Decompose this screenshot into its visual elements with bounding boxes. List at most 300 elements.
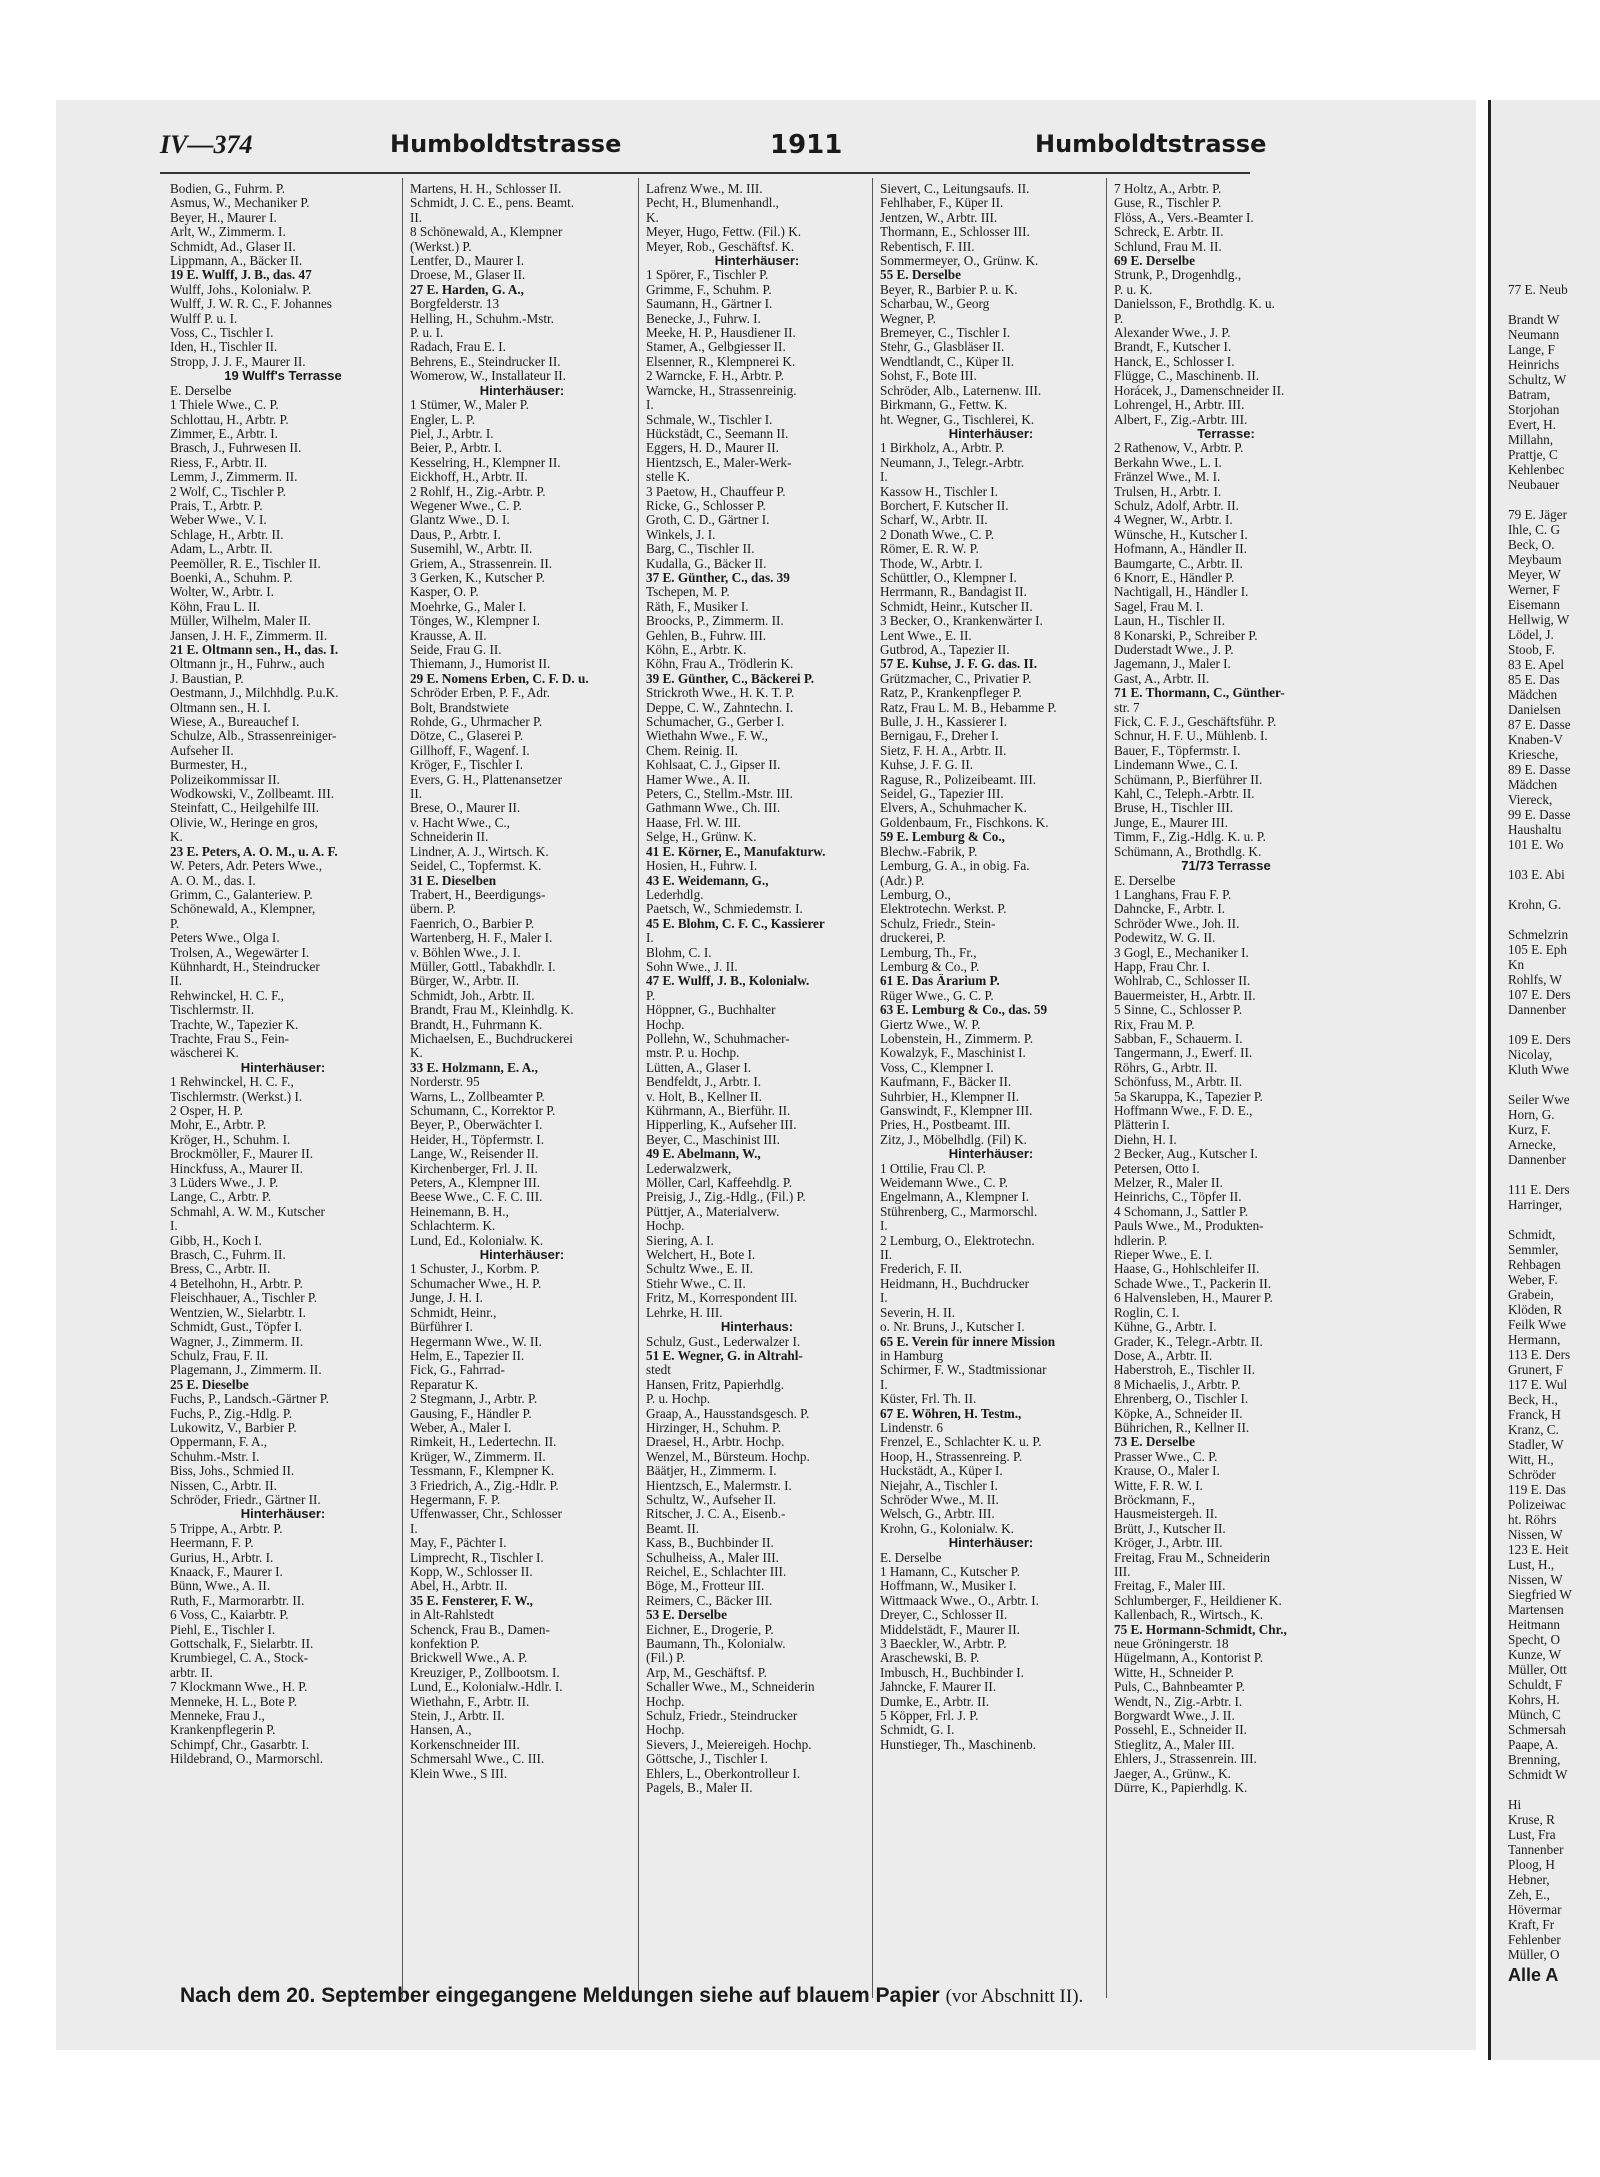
directory-entry: Freitag, Frau M., Schneiderin [1114,1550,1271,1565]
directory-entry: Kaufmann, F., Bäcker II. [880,1075,1012,1090]
directory-entry: Huckstädt, A., Küper I. [880,1464,1003,1479]
directory-entry: Stamer, A., Gelbgiesser II. [646,340,786,355]
directory-entry: 39 E. Günther, C., Bäckerei P. [646,671,815,686]
directory-entry: Possehl, E., Schneider II. [1114,1723,1247,1738]
directory-entry: Grimm, C., Galanteriew. P. [170,887,313,902]
directory-entry: 1 Thiele Wwe., C. P. [170,398,279,413]
directory-entry: Junge, J. H. I. [410,1291,483,1306]
adjacent-page-entry: Kraft, Fr [1508,1917,1555,1932]
directory-entry: Römer, E. R. W. P. [880,542,979,557]
directory-entry: Schüttler, O., Klempner I. [880,570,1017,585]
directory-entry: Stein, J., Arbtr. II. [410,1709,505,1724]
adjacent-page-entry: Specht, O [1508,1632,1561,1647]
directory-entry: 1 Spörer, F., Tischler P. [646,268,769,283]
directory-entry: Kirchenberger, Frl. J. II. [410,1161,538,1176]
directory-entry: Ehlers, L., Oberkontrolleur I. [646,1766,801,1781]
directory-entry: Graap, A., Hausstandsgesch. P. [646,1406,810,1421]
directory-entry: Hinckfuss, A., Maurer II. [170,1161,303,1176]
directory-entry: 2 Rohlf, H., Zig.-Arbtr. P. [410,484,546,499]
directory-entry: 2 Wolf, C., Tischler P. [170,484,286,499]
directory-entry: Ganswindt, F., Klempner III. [880,1104,1033,1118]
adjacent-page-entry: ht. Röhrs [1508,1512,1557,1527]
directory-entry: Gast, A., Arbtr. II. [1114,671,1210,686]
directory-entry: I. [880,1219,888,1234]
directory-entry: Pecht, H., Blumenhandl., [646,196,779,211]
adjacent-page-entry: Schmersah [1508,1722,1566,1737]
directory-entry: 5a Skaruppa, K., Tapezier P. [1114,1089,1263,1104]
adjacent-page-entry: Nicolay, [1508,1047,1553,1062]
directory-entry: Bernigau, F., Dreher I. [880,729,999,744]
directory-entry: Sievers, J., Meiereigeh. Hochp. [646,1737,812,1752]
directory-entry: Bröckmann, F., [1114,1492,1195,1507]
directory-entry: 65 E. Verein für innere Mission [880,1334,1056,1349]
directory-entry: Kröger, F., Tischler I. [410,758,524,773]
directory-entry: Köhn, Frau A., Trödlerin K. [646,657,794,672]
directory-entry: Borgfelderstr. 13 [410,297,500,312]
adjacent-page-entry: 77 E. Neub [1508,282,1568,297]
directory-entry: Sohst, F., Bote III. [880,369,977,384]
adjacent-page-edge [1488,100,1600,2060]
directory-entry: Diehn, H. I. [1114,1132,1177,1147]
directory-entry: P. [1114,311,1124,326]
directory-entry: Wagner, J., Zimmerm. II. [170,1334,304,1349]
directory-entry: 75 E. Hormann-Schmidt, Chr., [1114,1622,1287,1637]
directory-entry: Thiemann, J., Humorist II. [410,657,551,672]
directory-entry: Müller, Wilhelm, Maler II. [170,614,311,629]
directory-entry: 35 E. Fensterer, F. W., [410,1593,533,1608]
directory-entry: Brasch, C., Fuhrm. II. [170,1248,286,1263]
adjacent-page-entry: Grabein, [1508,1287,1554,1302]
directory-entry: Daus, P., Arbtr. I. [410,527,501,542]
directory-entry: Melzer, R., Maler II. [1114,1176,1223,1191]
directory-entry: Kallenbach, R., Wirtsch., K. [1114,1608,1264,1623]
directory-entry: Räth, F., Musiker I. [646,599,749,614]
directory-entry: Engler, L. P. [410,412,476,427]
adjacent-page-entry: Beck, O. [1508,537,1555,552]
directory-entry: Schröder Wwe., Joh. II. [1114,916,1240,931]
adjacent-page-footer: Alle A [1508,1965,1559,1985]
adjacent-page-entry: Werner, F [1508,582,1560,597]
directory-entry: Heider, H., Töpfermstr. I. [410,1132,544,1147]
footer-suffix-text: (vor Abschnitt II). [945,1986,1084,2007]
street-title-left: Humboldtstrasse [390,130,622,158]
directory-entry: Bührichen, R., Kellner II. [1114,1420,1250,1435]
adjacent-page-entry: Dannenber [1508,1152,1566,1167]
adjacent-page-entry: Kriesche, [1508,747,1559,762]
directory-entry: I. [646,398,654,413]
directory-entry: Schlund, Frau M. II. [1114,239,1222,254]
directory-entry: Broocks, P., Zimmerm. II. [646,614,784,629]
adjacent-page-entry: Knaben-V [1508,732,1563,747]
directory-entry: Wodkowski, V., Zollbeamt. III. [170,787,335,802]
directory-entry: 73 E. Derselbe [1114,1435,1195,1450]
adjacent-page-entry: Mädchen [1508,687,1558,702]
directory-entry: 1 Stümer, W., Maler P. [410,398,529,413]
directory-column-5 [1114,182,1338,1796]
directory-entry: Brandt, F., Kutscher I. [1114,340,1232,355]
directory-entry: Behrens, E., Steindrucker II. [410,354,561,369]
adjacent-page-entry: 111 E. Ders [1508,1182,1570,1197]
directory-entry: J. Baustian, P. [170,671,244,686]
directory-entry: E. Derselbe [880,1550,942,1565]
directory-entry: 6 Knorr, E., Händler P. [1114,570,1235,585]
directory-entry: Hinterhäuser: [479,383,565,398]
adjacent-page-entry: 83 E. Apel [1508,657,1565,672]
directory-entry: Bulle, J. H., Kassierer I. [880,715,1008,730]
directory-entry: Piehl, E., Tischler I. [170,1622,276,1637]
directory-entry: 4 Wegner, W., Arbtr. I. [1114,513,1233,528]
directory-entry: Schmidt, Gust., Töpfer I. [170,1320,302,1335]
directory-entry: Uffenwasser, Chr., Schlosser [410,1507,562,1522]
directory-entry: Grimme, F., Schuhm. P. [646,282,772,297]
directory-entry: Prais, T., Arbtr. P. [170,498,263,513]
directory-entry: Ritscher, J. C. A., Eisenb.- [646,1507,786,1522]
directory-entry: 33 E. Holzmann, E. A., [410,1060,538,1075]
directory-entry: Schulz, Frau, F. II. [170,1348,269,1363]
directory-entry: P. u. I. [410,326,444,341]
adjacent-page-entry: Hellwig, W [1508,612,1570,627]
directory-entry: Polizeikommissar II. [170,772,280,787]
directory-entry: 2 Warncke, F. H., Arbtr. P. [646,369,784,384]
directory-entry: Puls, C., Bahnbeamter P. [1114,1680,1245,1695]
directory-column-2 [410,182,634,1781]
directory-entry: Blechw.-Fabrik, P. [880,844,978,859]
adjacent-page-entry: Prattje, C [1508,447,1558,462]
directory-entry: Baumgarte, C., Arbtr. II. [1114,556,1243,571]
directory-entry: Hinterhäuser: [240,1060,326,1075]
directory-entry: Kreuziger, P., Zollbootsm. I. [410,1665,560,1680]
directory-entry: Berkahn Wwe., L. I. [1114,455,1222,470]
directory-entry: Fick, G., Fahrrad- [410,1363,505,1378]
directory-entry: Beese Wwe., C. F. C. III. [410,1190,543,1205]
directory-entry: Peters, C., Stellm.-Mstr. III. [646,787,793,802]
directory-entry: 4 Schomann, J., Sattler P. [1114,1204,1249,1219]
directory-entry: v. Hacht Wwe., C., [410,815,510,830]
adjacent-page-entry: Hebner, [1508,1872,1550,1887]
directory-entry: Wentzien, W., Sielarbtr. I. [170,1305,306,1320]
directory-entry: Kühne, G., Arbtr. I. [1114,1320,1217,1335]
directory-entry: I. [170,1219,178,1234]
directory-entry: Bolt, Brandstwiete [410,700,509,715]
adjacent-page-entry: Horn, G. [1508,1107,1555,1122]
directory-entry: Schulz, Friedr., Steindrucker [646,1709,798,1724]
directory-entry: Voss, C., Tischler I. [170,326,274,341]
directory-entry: Beyer, P., Oberwächter I. [410,1118,543,1133]
directory-entry: Birkmann, G., Fettw. K. [880,398,1008,413]
directory-entry: Hipperling, K., Aufseher III. [646,1118,797,1133]
directory-entry: in Alt-Rahlstedt [410,1608,494,1623]
directory-entry: Schmidt, Joh., Arbtr. II. [410,988,535,1003]
adjacent-page-entry: Semmler, [1508,1242,1559,1257]
directory-entry: May, F., Pächter I. [410,1536,507,1551]
adjacent-page-entry: Batram, [1508,387,1551,402]
directory-entry: Weber, A., Maler I. [410,1420,512,1435]
adjacent-page-entry: Hövermar [1508,1902,1562,1917]
directory-entry: Hückstädt, C., Seemann II. [646,426,789,441]
directory-entry: Iden, H., Tischler II. [170,340,278,355]
adjacent-page-entry: Beck, H., [1508,1392,1558,1407]
directory-entry: Hofmann, A., Händler II. [1114,542,1247,557]
directory-entry: arbtr. II. [170,1665,213,1680]
directory-entry: I. [646,931,654,946]
directory-entry: Droese, M., Glaser II. [410,268,526,283]
directory-entry: Ehlers, J., Strassenrein. III. [1114,1752,1257,1767]
adjacent-page-entry: Kunze, W [1508,1647,1562,1662]
directory-entry: Araschewski, B. P. [880,1651,980,1666]
directory-entry: 8 Schönewald, A., Klempner [410,225,563,240]
column-divider [872,178,873,1998]
directory-entry: Hildebrand, O., Marmorschl. [170,1752,324,1767]
directory-entry: Trachte, W., Tapezier K. [170,1017,299,1032]
adjacent-page-entry: Lust, Fra [1508,1827,1556,1842]
directory-entry: Bodien, G., Fuhrm. P. [170,182,286,196]
directory-entry: Abel, H., Arbtr. II. [410,1579,508,1594]
directory-entry: Rüger Wwe., G. C. P. [880,988,994,1003]
directory-entry: Benecke, J., Fuhrw. I. [646,311,761,326]
directory-entry: Blohm, C. I. [646,945,712,960]
adjacent-page-entry: Heitmann [1508,1617,1561,1632]
directory-entry: Lindenstr. 6 [880,1420,944,1435]
directory-entry: I. [410,1521,418,1536]
directory-entry: Warncke, H., Strassenreinig. [646,383,797,398]
directory-entry: Aufseher II. [170,743,234,758]
adjacent-page-entry: Kruse, R [1508,1812,1555,1827]
adjacent-page-entry [1508,882,1572,897]
directory-entry: Hausmeistergeh. II. [1114,1507,1218,1522]
adjacent-page-entry: Evert, H. [1508,417,1556,432]
adjacent-page-entry: Eisemann [1508,597,1561,612]
directory-entry: Elektrotechn. Werkst. P. [880,902,1007,917]
adjacent-page-entry: Fehlenber [1508,1932,1561,1947]
directory-entry: Weidemann Wwe., C. P. [880,1176,1008,1191]
directory-entry: Kesselring, H., Klempner II. [410,455,561,470]
directory-entry: Lund, Ed., Kolonialw. K. [410,1233,544,1248]
adjacent-page-entry [1508,852,1572,867]
directory-entry: 3 Paetow, H., Chauffeur P. [646,484,786,499]
directory-entry: Menneke, H. L., Bote P. [170,1694,298,1709]
directory-entry: Heermann, F. P. [170,1536,254,1551]
directory-entry: Bäätjer, H., Zimmerm. I. [646,1464,777,1479]
directory-entry: 47 E. Wulff, J. B., Kolonialw. [646,974,810,989]
adjacent-page-entry: Storjohan [1508,402,1560,417]
directory-entry: Jaeger, A., Grünw., K. [1114,1766,1231,1781]
directory-entry: Kühnhardt, H., Steindrucker [170,959,320,974]
header-rule [160,172,1250,174]
directory-entry: 67 E. Wöhren, H. Testm., [880,1406,1022,1421]
directory-entry: druckerei, P. [880,931,946,946]
directory-entry: Terrasse: [1197,426,1255,441]
directory-entry: Hinterhäuser: [240,1507,326,1522]
directory-entry: Arlt, W., Zimmerm. I. [170,225,286,240]
directory-entry: K. [410,1046,423,1061]
column-divider [402,178,403,1998]
directory-entry: Schröder, Friedr., Gärtner II. [170,1492,321,1507]
column-divider [1106,178,1107,1998]
directory-entry: Hientzsch, E., Maler-Werk- [646,455,792,470]
directory-entry: Duderstadt Wwe., J. P. [1114,643,1234,657]
directory-entry: Voss, C., Klempner I. [880,1060,994,1075]
directory-entry: 37 E. Günther, C., das. 39 [646,570,790,585]
directory-entry: 25 E. Dieselbe [170,1377,249,1392]
directory-entry: Sommermeyer, O., Grünw. K. [880,254,1039,269]
directory-entry: (Adr.) P. [880,873,925,888]
directory-entry: Wegener Wwe., C. P. [410,498,522,513]
directory-entry: Happ, Frau Chr. I. [1114,959,1210,974]
directory-entry: übern. P. [410,902,456,917]
directory-entry: Lehrke, H. III. [646,1305,723,1320]
directory-entry: Krüger, W., Zimmerm. II. [410,1449,546,1464]
directory-entry: Krausse, A. II. [410,628,487,643]
directory-entry: Schulz, Adolf, Arbtr. II. [1114,498,1239,513]
directory-entry: Moehrke, G., Maler I. [410,599,527,614]
adjacent-page-entry: Schmidt W [1508,1767,1568,1782]
directory-entry: Tönges, W., Klempner I. [410,614,541,629]
directory-entry: Lohrengel, H., Arbtr. III. [1114,398,1245,413]
directory-entry: Fränzel Wwe., M. I. [1114,470,1221,485]
adjacent-page-entry: Paape, A. [1508,1737,1559,1752]
adjacent-page-entry: 109 E. Ders [1508,1032,1571,1047]
directory-entry: Schlage, H., Arbtr. II. [170,527,284,542]
directory-entry: Schulheiss, A., Maler III. [646,1550,779,1565]
street-title-right: Humboldtstrasse [1035,130,1267,158]
directory-entry: Baumann, Th., Kolonialw. [646,1637,786,1652]
directory-entry: Püttjer, A., Materialverw. [646,1204,780,1219]
directory-entry: Oltmann sen., H. I. [170,700,271,715]
directory-entry: 5 Köpper, Frl. J. P. [880,1709,979,1724]
directory-entry: 27 E. Harden, G. A., [410,282,524,297]
page-footer-notice [180,1984,1083,2008]
directory-entry: Severin, H. II. [880,1305,956,1320]
directory-entry: Bünn, Wwe., A. II. [170,1579,271,1594]
adjacent-page-entry: Harringer, [1508,1197,1563,1212]
directory-entry: Hinterhäuser: [948,1147,1034,1162]
directory-entry: Schumacher, G., Gerber I. [646,715,785,730]
directory-entry: Riess, F., Arbtr. II. [170,455,268,470]
directory-entry: Haase, Frl. W. III. [646,815,741,830]
directory-entry: Hochp. [646,1219,685,1234]
directory-entry: Schümann, P., Bierführer II. [1114,772,1263,787]
directory-entry: Alexander Wwe., J. P. [1114,326,1231,341]
directory-entry: Witte, H., Schneider P. [1114,1665,1234,1680]
directory-entry: Preisig, J., Zig.-Hdlg., (Fil.) P. [646,1190,806,1205]
directory-entry: Reichel, E., Schlachter III. [646,1565,787,1579]
directory-entry: Gibb, H., Koch I. [170,1233,262,1248]
adjacent-page-entry: Arnecke, [1508,1137,1556,1152]
directory-entry: Wünsche, H., Kutscher I. [1114,527,1248,542]
directory-entry: Beyer, C., Maschinist III. [646,1132,780,1147]
adjacent-page-entry: Witt, H., [1508,1452,1554,1467]
directory-entry: Jahncke, F. Maurer II. [880,1680,997,1695]
directory-entry: Kopp, W., Schlosser II. [410,1565,533,1579]
directory-entry: Stührenberg, C., Marmorschl. [880,1204,1038,1219]
directory-entry: Gathmann Wwe., Ch. III. [646,801,781,816]
directory-entry: Schmidt, G. I. [880,1723,955,1738]
directory-entry: Menneke, Frau J., [170,1709,265,1724]
directory-entry: Schaller Wwe., M., Schneiderin [646,1680,815,1695]
directory-entry: E. Derselbe [1114,873,1176,888]
directory-entry: K. [170,830,183,845]
directory-entry: Lange, C., Arbtr. P. [170,1190,272,1205]
directory-entry: Lafrenz Wwe., M. III. [646,182,763,196]
adjacent-page-entry: 117 E. Wul [1508,1377,1568,1392]
directory-entry: Zimmer, E., Arbtr. I. [170,426,278,441]
directory-entry: Gutbrod, A., Tapezier II. [880,643,1010,657]
directory-entry: Lukowitz, V., Barbier P. [170,1420,297,1435]
directory-entry: 3 Gerken, K., Kutscher P. [410,570,545,585]
directory-entry: Welchert, H., Bote I. [646,1248,756,1263]
directory-entry: Siering, A. I. [646,1233,714,1248]
adjacent-page-entry: Kehlenbec [1508,462,1565,477]
directory-entry: Jentzen, W., Arbtr. III. [880,210,998,225]
directory-entry: Niejahr, A., Tischler I. [880,1478,998,1493]
directory-entry: hdlerin. P. [1114,1233,1168,1248]
directory-entry: Schmidt, Heinr., Kutscher II. [880,599,1033,614]
directory-entry: Beyer, H., Maurer I. [170,210,277,225]
directory-entry: Strunk, P., Drogenhdlg., [1114,268,1242,283]
directory-entry: Radach, Frau E. I. [410,340,506,355]
directory-entry: Röhrs, G., Arbtr. II. [1114,1060,1218,1075]
directory-entry: Kuhse, J. F. G. II. [880,758,974,773]
directory-entry: Meyer, Hugo, Fettw. (Fil.) K. [646,225,802,240]
directory-entry: Tischlermstr. (Werkst.) I. [170,1089,303,1104]
adjacent-page-entry: Kohrs, H. [1508,1692,1560,1707]
directory-entry: Glantz Wwe., D. I. [410,513,510,528]
directory-entry: 57 E. Kuhse, J. F. G. das. II. [880,657,1038,672]
directory-entry: A. O. M., das. I. [170,873,256,888]
directory-entry: 6 Halvensleben, H., Maurer P. [1114,1291,1273,1306]
directory-entry: Schmale, W., Tischler I. [646,412,773,427]
directory-entry: Prasser Wwe., C. P. [1114,1449,1218,1464]
directory-entry: Suhrbier, H., Klempner II. [880,1089,1020,1104]
directory-entry: Faenrich, O., Barbier P. [410,916,535,931]
adjacent-page-entry: Kn [1508,957,1525,972]
directory-entry: Norderstr. 95 [410,1075,480,1090]
adjacent-page-entry: Brandt W [1508,312,1560,327]
directory-entry: Grader, K., Telegr.-Arbtr. II. [1114,1334,1263,1349]
directory-entry: 3 Gogl, E., Mechaniker I. [1114,945,1249,960]
directory-entry: Müller, Gottl., Tabakhdlr. I. [410,959,556,974]
adjacent-page-entry: Millahn, [1508,432,1554,447]
directory-entry: 41 E. Körner, E., Manufakturw. [646,844,826,859]
directory-entry: Hügelmann, A., Kontorist P. [1114,1651,1264,1666]
directory-entry: Freitag, F., Maler III. [1114,1579,1226,1594]
directory-entry: Chem. Reinig. II. [646,743,738,758]
directory-entry: Lindner, A. J., Wirtsch. K. [410,844,549,859]
directory-entry: Witte, F. R. W. I. [1114,1478,1203,1493]
directory-entry: Schmersahl Wwe., C. III. [410,1752,545,1767]
directory-entry: Schuhm.-Mstr. I. [170,1449,260,1464]
directory-entry: Ricke, G., Schlosser P. [646,498,766,513]
directory-entry: Wendt, N., Zig.-Arbtr. I. [1114,1694,1243,1709]
directory-entry: Middelstädt, F., Maurer II. [880,1622,1020,1637]
directory-entry: Biss, Johs., Schmied II. [170,1464,295,1479]
directory-entry: Krumbiegel, C. A., Stock- [170,1651,309,1666]
directory-entry: Hegermann Wwe., W. II. [410,1334,542,1349]
directory-entry: Paetsch, W., Schmiedemstr. I. [646,902,803,917]
directory-entry: Schneiderin II. [410,830,489,845]
directory-entry: Elsenner, R., Klempnerei K. [646,354,796,369]
directory-entry: Frederich, F. II. [880,1262,963,1277]
adjacent-page-entry: Lust, H., [1508,1557,1555,1572]
page-number: IV—374 [160,130,253,159]
directory-entry: Scharf, W., Arbtr. II. [880,513,988,528]
directory-entry: v. Böhlen Wwe., J. I. [410,945,521,960]
directory-entry: Schulz, Friedr., Stein- [880,916,996,931]
directory-entry: Seidel, G., Tapezier III. [880,787,1004,802]
directory-entry: Brockmöller, F., Maurer II. [170,1147,314,1162]
directory-entry: Plätterin I. [1114,1118,1170,1133]
directory-entry: Hoffmann, W., Musiker I. [880,1579,1017,1594]
